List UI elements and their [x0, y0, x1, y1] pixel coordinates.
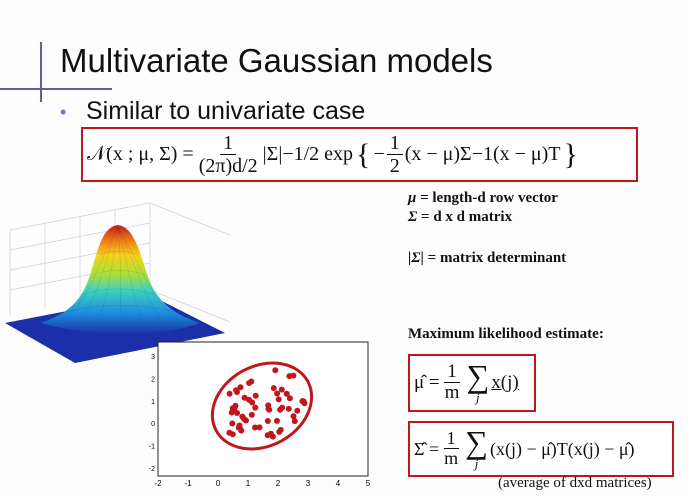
y-tick-label: 0	[151, 421, 155, 429]
note-mu-text: = length-d row vector	[420, 190, 558, 206]
scatter-point	[242, 395, 248, 401]
scatter-point	[241, 416, 247, 422]
x-tick-label: 5	[365, 479, 371, 488]
formula-normalizer-num: 1	[220, 133, 236, 155]
formula-determinant-exp: |Σ|−1/2 exp	[262, 143, 354, 165]
mle-sigma-caption: (average of dxd matrices)	[498, 475, 652, 491]
scatter-point	[291, 413, 297, 419]
mle-mu-frac-num: 1	[444, 362, 460, 383]
note-sigma	[408, 209, 512, 226]
mle-label: Maximum likelihood estimate:	[408, 326, 604, 342]
note-determinant-text: = matrix determinant	[427, 250, 567, 266]
note-mu	[408, 190, 558, 207]
scatter-point	[265, 418, 271, 424]
x-tick-label: 3	[305, 479, 311, 488]
scatter-point	[284, 391, 290, 397]
formula-lhs: 𝒩(x ; μ, Σ) =	[87, 143, 194, 165]
main-formula-box: 𝒩(x ; μ, Σ) = $\frac{1}{(2\pi)d/2}$ |Σ|−1/2 exp { − $\frac{1}{2}$ (x − μ)Σ−1(x − μ)T }	[81, 127, 638, 182]
x-tick-label: 0	[215, 479, 221, 488]
x-tick-label: -1	[184, 479, 192, 488]
formula-normalizer-den: (2π)d/2	[198, 154, 258, 177]
mle-sigma-fraction	[441, 429, 461, 469]
scatter-point	[249, 412, 255, 418]
scatter-point	[272, 367, 278, 373]
y-tick-label: -2	[148, 466, 155, 473]
scatter-point	[277, 407, 283, 413]
scatter-point	[253, 393, 259, 399]
scatter-point	[257, 424, 263, 430]
bullet-dot-icon: •	[60, 102, 67, 122]
note-determinant	[408, 250, 566, 267]
title-accent-horizontal-bar	[0, 88, 112, 90]
note-determinant-symbol: |Σ|	[408, 250, 424, 266]
x-tick-label: -2	[154, 479, 162, 488]
mle-sigma-sum-index: j	[474, 455, 479, 471]
x-tick-label: 2	[275, 479, 281, 488]
y-tick-label: 3	[151, 354, 155, 361]
formula-half-fraction	[387, 133, 403, 177]
scatter-y-ticks	[149, 354, 155, 473]
bullet-text: Similar to univariate case	[86, 97, 366, 125]
formula-left-brace: {	[356, 137, 371, 171]
scatter-point	[252, 405, 258, 411]
scatter-point	[294, 408, 300, 414]
note-mu-symbol: μ	[408, 190, 417, 206]
scatter-point	[279, 387, 285, 393]
mle-mu-fraction	[442, 362, 463, 404]
x-tick-label: 4	[335, 479, 341, 488]
scatter-point	[237, 423, 243, 429]
note-sigma-symbol: Σ	[408, 209, 418, 225]
mle-mu-term: x(j)	[491, 372, 519, 393]
scatter-point	[274, 391, 280, 397]
mle-sigma-frac-den: m	[444, 448, 459, 469]
scatter-point	[265, 402, 271, 408]
scatter-point	[246, 380, 252, 386]
mle-sigma-sum-icon: ∑ j	[465, 424, 488, 471]
scatter-point	[286, 373, 292, 379]
title-accent-vertical-bar	[40, 42, 42, 102]
scatter-point	[229, 421, 235, 427]
mle-mu-frac-den: m	[444, 382, 460, 404]
mle-sigma-frac-num: 1	[444, 429, 459, 449]
scatter-point	[226, 430, 232, 436]
formula-half-num: 1	[387, 133, 403, 155]
formula-half-den: 2	[389, 154, 400, 177]
mle-sigma-lhs: Σ̂ =	[414, 438, 440, 459]
scatter-point	[276, 396, 282, 402]
scatter-frame	[158, 342, 368, 476]
scatter-plot	[150, 338, 378, 490]
scatter-point	[274, 418, 280, 424]
mle-mu-lhs: μ̂ =	[414, 372, 440, 393]
scatter-point	[271, 385, 277, 391]
scatter-point	[278, 427, 284, 433]
mle-mu-box	[408, 354, 536, 412]
formula-normalizer-fraction	[196, 133, 261, 177]
mle-mu-sum-icon: ∑ j	[466, 358, 490, 405]
note-sigma-text: = d x d matrix	[421, 209, 513, 225]
slide-title: Multivariate Gaussian models	[60, 42, 493, 79]
scatter-point	[227, 391, 233, 397]
scatter-point	[230, 405, 236, 411]
y-tick-label: 2	[151, 376, 155, 384]
formula-quadratic-form: (x − μ)Σ−1(x − μ)T	[404, 143, 561, 165]
formula-right-brace: }	[563, 137, 578, 171]
scatter-point	[238, 384, 244, 390]
scatter-x-ticks	[154, 479, 370, 488]
x-tick-label: 1	[245, 479, 251, 488]
scatter-point	[270, 434, 276, 440]
y-tick-label: 1	[151, 398, 155, 406]
mle-sigma-term: (x(j) − μ̂)T(x(j) − μ̂)	[489, 438, 635, 459]
mle-sigma-box	[408, 421, 674, 477]
mle-mu-sum-index: j	[476, 389, 480, 405]
scatter-point	[286, 406, 292, 412]
y-tick-label: -1	[148, 443, 155, 451]
scatter-point	[301, 400, 307, 406]
